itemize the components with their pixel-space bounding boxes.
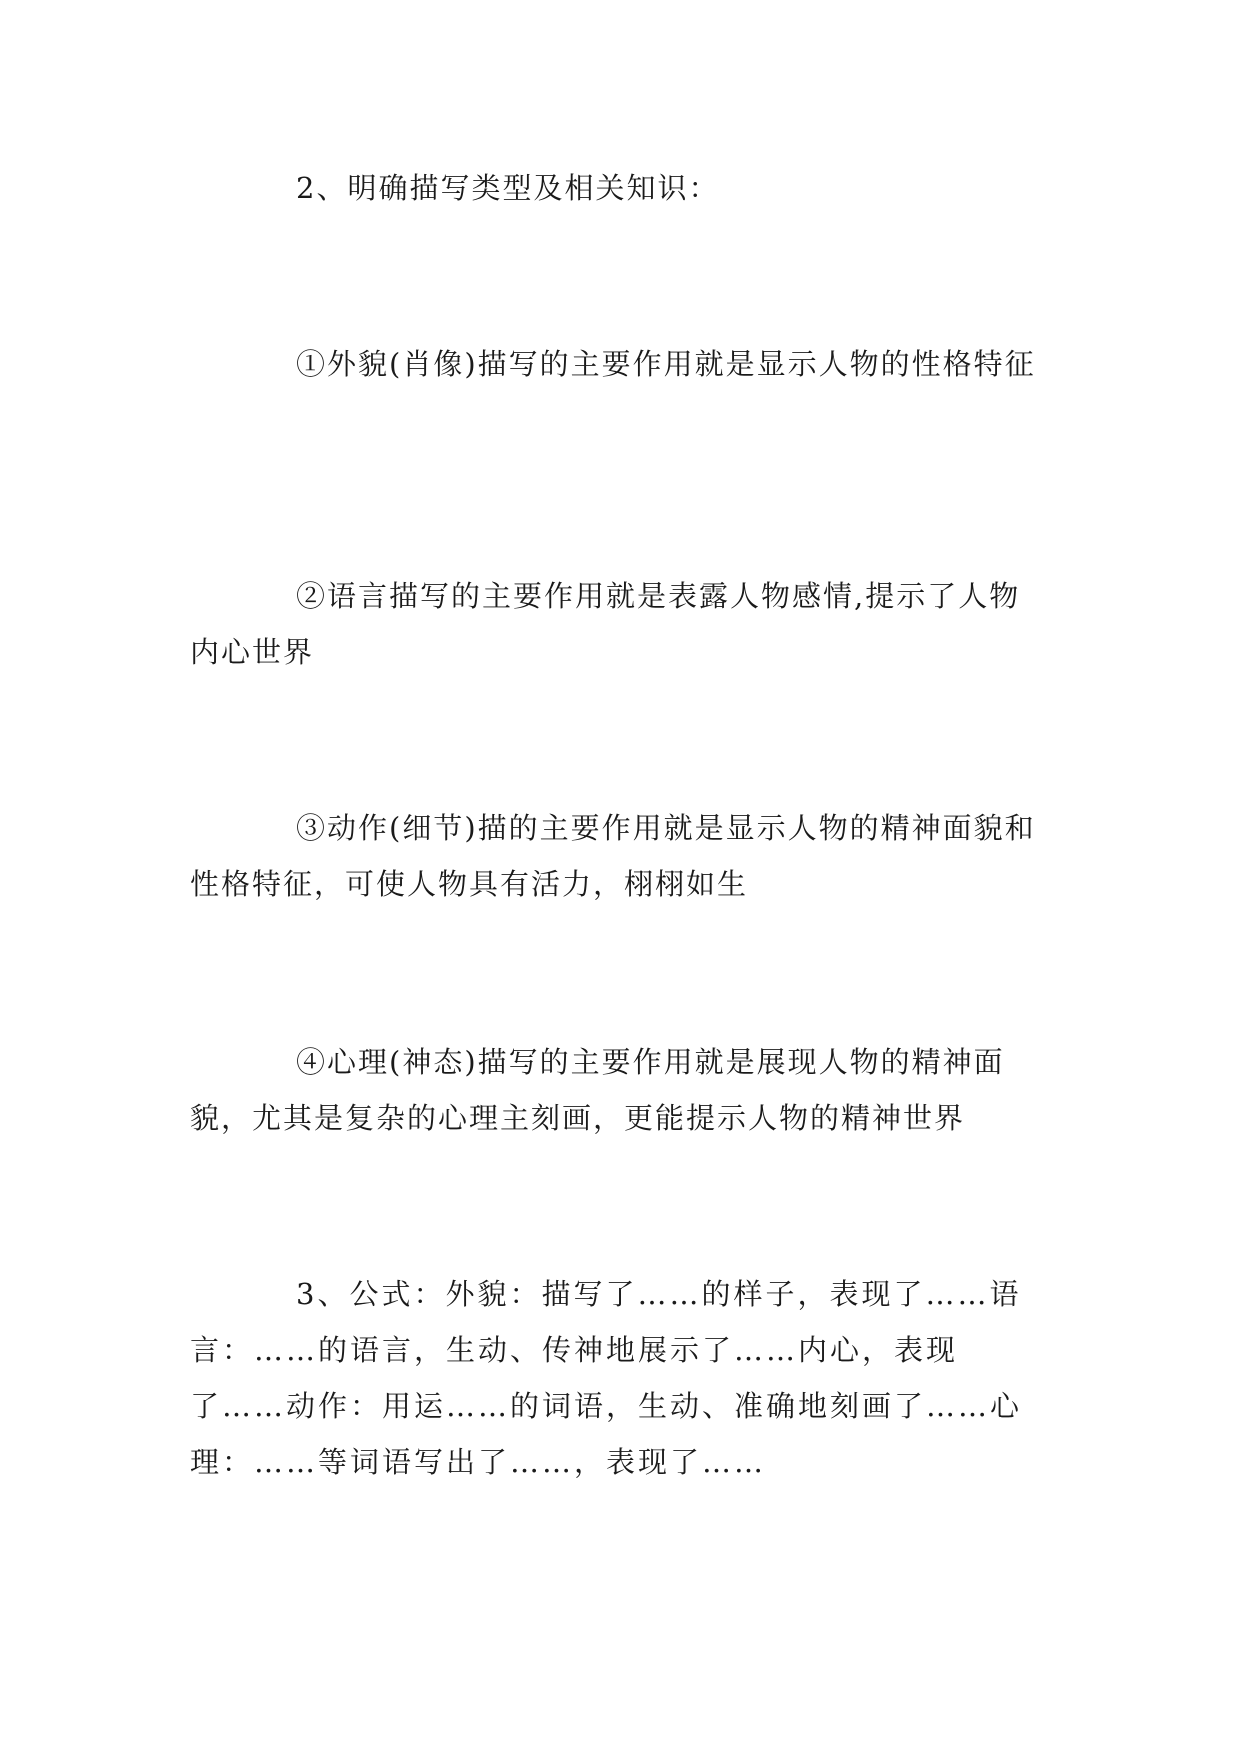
formula-paragraph: 3、公式：外貌：描写了……的样子，表现了……语言：……的语言，生动、传神地展示了……内心，表现了……动作：用运……的词语，生动、准确地刻画了……心理：……等词语写出了……，表现了…… [190,1277,1023,1479]
appearance-description-item: ①外貌(肖像)描写的主要作用就是显示人物的性格特征 [296,347,1036,381]
action-description-item: ③动作(细节)描的主要作用就是显示人物的精神面貌和性格特征，可使人物具有活力，栩栩如生 [190,811,1036,901]
psychology-description-item: ④心理(神态)描写的主要作用就是展现人物的精神面貌，尤其是复杂的心理主刻画，更能提示人物的精神世界 [190,1045,1005,1135]
section-2-heading: 2、明确描写类型及相关知识： [296,171,720,205]
language-description-item: ②语言描写的主要作用就是表露人物感情,提示了人物内心世界 [190,579,1021,669]
